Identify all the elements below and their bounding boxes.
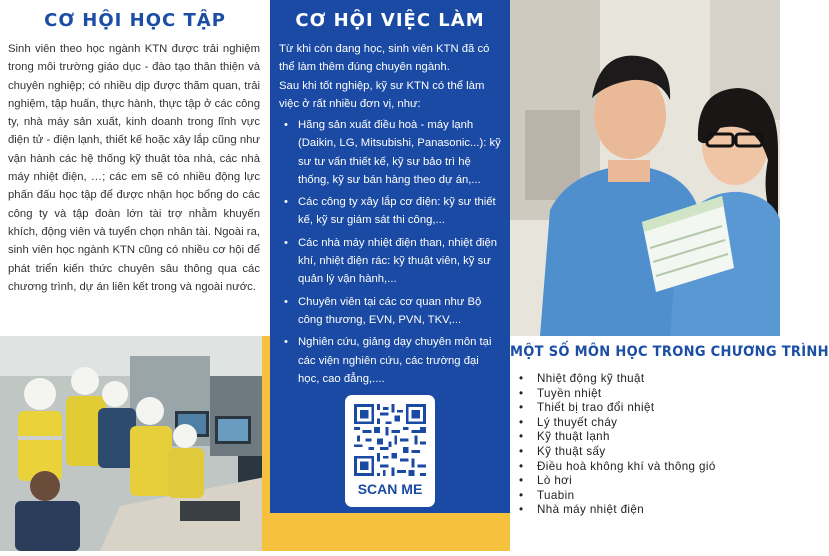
subject-item: • Kỹ thuật sấy — [519, 444, 606, 458]
subject-item: • Thiết bị trao đổi nhiệt — [519, 401, 655, 415]
subjects-heading: MỘT SỐ MÔN HỌC TRONG CHƯƠNG TRÌNH — [510, 344, 829, 360]
bullet-icon: • — [519, 415, 524, 429]
bullet-icon: • — [284, 119, 288, 131]
bullet-icon: • — [519, 474, 524, 488]
control-room-photo — [0, 336, 270, 551]
students-photo — [510, 0, 780, 336]
job-list-item: • Chuyên viên tại các cơ quan như Bộ công thương, EVN, PVN, TKV,... — [279, 293, 503, 330]
bullet-icon: • — [519, 444, 524, 458]
subjects-list — [519, 372, 716, 518]
bullet-icon: • — [284, 196, 288, 209]
job-opportunities-panel — [270, 0, 510, 551]
subjects-panel — [510, 0, 829, 551]
subject-item: • Kỹ thuật lạnh — [519, 430, 610, 444]
bullet-icon: • — [519, 459, 524, 473]
middle-yellow-accent — [270, 513, 510, 551]
subject-item: • Tuabin — [519, 488, 575, 502]
job-list-item: • Các nhà máy nhiệt điện than, nhiệt điện khí, nhiệt điện rác: kỹ thuật viên, kỹ sư quản lý vận hành,... — [279, 234, 503, 289]
bullet-icon: • — [284, 295, 288, 308]
subject-item: • Lò hơi — [519, 474, 573, 488]
bullet-icon: • — [519, 503, 524, 517]
qr-code-card[interactable] — [345, 395, 435, 507]
bullet-icon: • — [519, 401, 524, 415]
bullet-icon: • — [519, 386, 524, 400]
scan-me-label: SCAN ME — [357, 481, 423, 497]
subject-item: • Tuyền nhiệt — [519, 386, 602, 400]
subject-item: • Lý thuyết cháy — [519, 415, 618, 429]
job-list-item: • Hãng sản xuất điều hoà - máy lạnh (Daikin, LG, Mitsubishi, Panasonic...): kỹ sư tư vấn thiết kế, kỹ sư bảo trì hệ thống, kỹ sư bán hàng theo dự án,... — [279, 116, 503, 189]
job-list — [279, 116, 503, 392]
subject-item: • Nhà máy nhiệt điện — [519, 503, 645, 517]
bullet-icon: • — [519, 430, 524, 444]
left-yellow-accent — [262, 336, 270, 551]
learning-opportunities-heading: CƠ HỘI HỌC TẬP — [44, 10, 226, 31]
learning-opportunities-panel — [0, 0, 270, 551]
job-intro-line-2: Sau khi tốt nghiệp, kỹ sư KTN có thể làm việc ở rất nhiều đơn vị, như: — [279, 79, 485, 110]
qr-code-icon[interactable] — [354, 404, 426, 476]
subject-item: • Điều hoà không khí và thông gió — [519, 459, 716, 473]
job-list-item: • Các công ty xây lắp cơ điện: kỹ sư thiết kế, kỹ sư giám sát thi công,... — [279, 193, 503, 230]
bullet-icon: • — [284, 336, 288, 349]
job-intro-line-1: Từ khi còn đang học, sinh viên KTN đã có thể làm thêm đúng chuyên ngành. — [279, 43, 490, 74]
job-intro — [279, 40, 503, 113]
bullet-icon: • — [519, 488, 524, 502]
learning-opportunities-text: Sinh viên theo học ngành KTN được trải nghiệm trong môi trường giáo dục - đào tạo thân thiện và chuyên nghiệp; có nhiều dịp được thăm quan, trải nghiệm, tập huấn, thực hành, thực tập ở các công ty, nhà máy sản xuất, kinh doanh trong lĩnh vực điện tử - điện lạnh, thiết kế hoặc xây lắp cũng như vận hành các hệ thống kỹ thuật tòa nhà, các nhà máy nhiệt điện, …; các em sẽ có nhiều động lực phấn đấu học tập để được nhận học bổng do các công ty và tập đoàn lớn tài trợ nhằm khuyến khích, động viên và tuyển chọn nhân tài. Ngoài ra, sinh viên học ngành KTN cũng có nhiều cơ hội để phát triển kiến thức chuyên sâu thông qua các chương trình, dự án liên kết trong và ngoài nước. — [8, 43, 260, 293]
subject-item: • Nhiệt động kỹ thuật — [519, 372, 645, 385]
job-opportunities-heading: CƠ HỘI VIỆC LÀM — [295, 10, 485, 31]
job-list-item: • Nghiên cứu, giảng dạy chuyên môn tại các viện nghiên cứu, các trường đại học, cao đẳng,.... — [279, 333, 503, 388]
bullet-icon: • — [284, 236, 288, 249]
bullet-icon: • — [519, 372, 524, 385]
